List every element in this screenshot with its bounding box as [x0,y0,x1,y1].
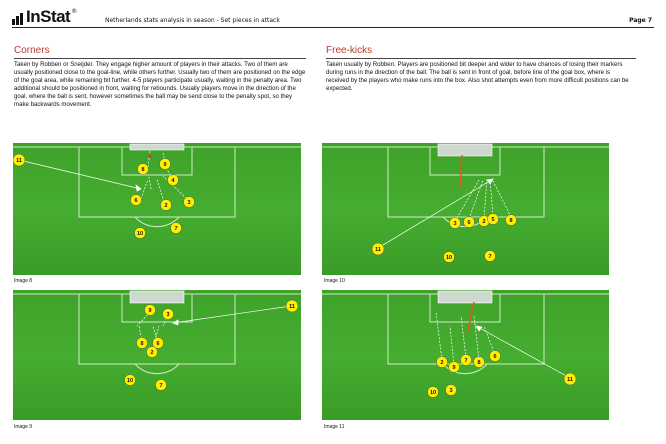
svg-text:2: 2 [164,203,168,209]
player-marker [474,357,485,368]
player-marker [13,154,25,166]
image-caption: Image 9 [14,424,33,430]
svg-text:10: 10 [136,231,144,237]
player-marker [286,300,298,312]
logo-bars-icon [12,13,23,25]
player-marker [444,252,455,263]
svg-text:8: 8 [141,167,145,173]
svg-text:4: 4 [171,178,175,184]
svg-text:10: 10 [126,378,134,384]
svg-text:11: 11 [16,158,22,164]
svg-text:10: 10 [445,255,453,261]
svg-text:8: 8 [477,360,481,366]
player-marker [135,228,146,239]
svg-text:9: 9 [148,308,152,314]
pitch-diagram-image-8 [13,143,301,275]
player-marker [564,373,576,385]
corners-rule [14,58,306,59]
svg-text:8: 8 [509,218,513,224]
player-marker [163,309,174,320]
corners-description: Taken by Robben or Sneijder. They engage higher amount of players in their attacks. Two of them are usually positioned close to the goal-line, while others further. Usually two of them are positioned on the edge of the goal area, while remaining bit further. 4-5 players participate usually, waiting in the penalty area. Two additional should be positioned in front, waiting for rebounds. Usually players move in the direction of the goal, where the ball is sent, however sometimes the ball may be send close to the penalty spot, so they make backwards movement. [14,61,306,108]
corners-title: Corners [14,45,50,56]
svg-text:9: 9 [452,365,456,371]
player-marker [485,251,496,262]
player-marker [506,215,517,226]
svg-text:6: 6 [467,220,471,226]
player-marker [156,380,167,391]
player-marker [372,243,384,255]
pitch-svg [13,290,301,420]
pitch-svg [322,290,609,420]
instat-logo [12,9,77,25]
svg-text:3: 3 [187,200,191,206]
pitch-diagram-image-11 [322,290,609,420]
report-title: Netherlands stats analysis in season - Set pieces in attack [105,17,280,24]
svg-text:6: 6 [134,198,138,204]
player-marker [184,197,195,208]
player-marker [138,164,149,175]
player-marker [125,375,136,386]
svg-text:7: 7 [159,383,163,389]
image-caption: Image 10 [324,278,345,284]
pitch-diagram-image-10 [322,143,609,275]
player-marker [168,175,179,186]
freekicks-rule [326,58,636,59]
svg-text:8: 8 [140,341,144,347]
player-marker [428,387,439,398]
svg-text:3: 3 [166,312,170,318]
svg-text:9: 9 [163,162,167,168]
player-marker [461,355,472,366]
player-marker [450,218,461,229]
player-marker [145,305,156,316]
player-marker [161,200,172,211]
player-marker [171,223,182,234]
svg-text:7: 7 [174,226,178,232]
svg-text:10: 10 [429,390,437,396]
player-marker [464,217,475,228]
freekicks-description: Taken usually by Robben. Players are positioned bit deeper and wider to have chances of losing their markers during runs in the direction of the ball. The ball is sent in front of goal, before line of the goal box, where is received by the players who make runs into the box. Also shot attempts even from more difficult positions can be expected. [326,61,629,92]
player-marker [137,338,148,349]
player-marker [131,195,142,206]
image-caption: Image 8 [14,278,33,284]
pitch-diagram-image-9 [13,290,301,420]
svg-text:3: 3 [449,388,453,394]
image-caption: Image 11 [324,424,345,430]
svg-text:2: 2 [482,219,486,225]
svg-text:11: 11 [289,304,295,310]
player-marker [147,347,158,358]
svg-text:2: 2 [440,360,444,366]
svg-text:11: 11 [567,377,573,383]
player-marker [490,351,501,362]
player-marker [446,385,457,396]
svg-text:5: 5 [491,217,495,223]
player-marker [160,159,171,170]
pitch-svg [13,143,301,275]
svg-text:7: 7 [464,358,468,364]
player-marker [437,357,448,368]
page-number: Page 7 [629,17,652,24]
logo-trademark: ® [71,8,78,15]
svg-text:2: 2 [150,350,154,356]
svg-text:11: 11 [375,247,381,253]
pitch-svg [322,143,609,275]
svg-text:3: 3 [453,221,457,227]
page-header [12,8,654,28]
player-marker [449,362,460,373]
svg-text:6: 6 [156,341,160,347]
logo-brand: InStat [26,7,71,26]
freekicks-title: Free-kicks [326,45,373,56]
svg-text:7: 7 [488,254,492,260]
svg-text:6: 6 [493,354,497,360]
player-marker [488,214,499,225]
